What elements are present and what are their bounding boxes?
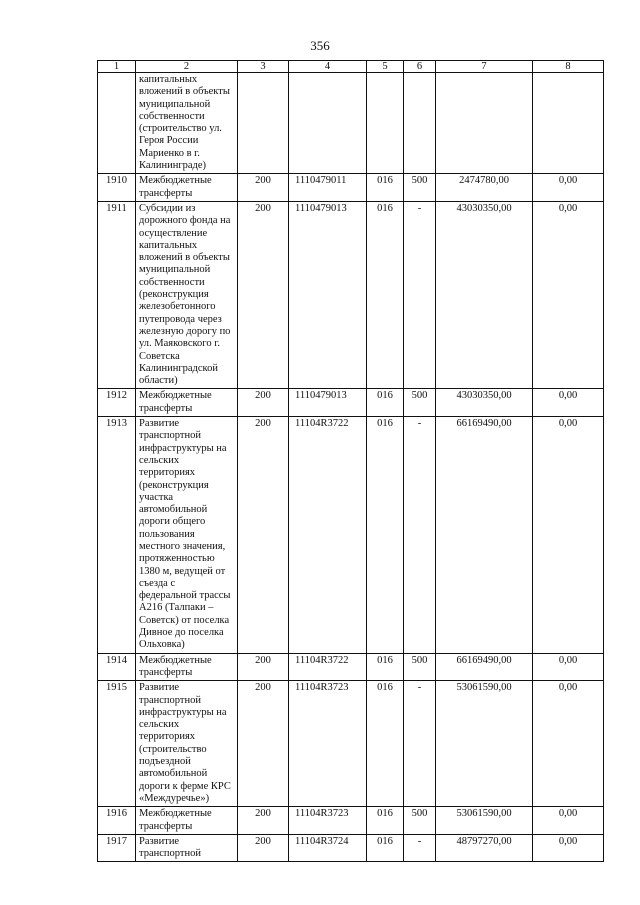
- column-number: 3: [238, 61, 289, 73]
- ministry-code: 016: [367, 807, 404, 835]
- column-number: 1: [98, 61, 136, 73]
- ministry-code: 016: [367, 389, 404, 417]
- row-number: 1911: [98, 201, 136, 388]
- section-code: 200: [238, 389, 289, 417]
- table-row: [98, 73, 604, 174]
- amount-value-2: 0,00: [533, 174, 604, 202]
- row-number: 1914: [98, 653, 136, 681]
- section-code: 200: [238, 653, 289, 681]
- row-number: 1913: [98, 417, 136, 654]
- section-code: [238, 73, 289, 174]
- table-row: [98, 389, 604, 417]
- column-number: 6: [404, 61, 436, 73]
- section-code: 200: [238, 681, 289, 807]
- section-code: 200: [238, 834, 289, 862]
- ministry-code: 016: [367, 681, 404, 807]
- table-row: [98, 834, 604, 862]
- budget-table: [97, 60, 604, 862]
- column-number: 2: [136, 61, 238, 73]
- amount-value-2: 0,00: [533, 417, 604, 654]
- amount-value: 66169490,00: [436, 653, 533, 681]
- target-article-code: [289, 73, 367, 174]
- page-number: 356: [310, 38, 330, 53]
- ministry-code: 016: [367, 834, 404, 862]
- amount-value-2: 0,00: [533, 807, 604, 835]
- column-number: 5: [367, 61, 404, 73]
- target-article-code: 11104R3723: [289, 681, 367, 807]
- amount-value-2: 0,00: [533, 681, 604, 807]
- expense-type-code: [404, 73, 436, 174]
- amount-value-2: 0,00: [533, 201, 604, 388]
- expense-type-code: 500: [404, 807, 436, 835]
- amount-value-2: 0,00: [533, 653, 604, 681]
- item-name: Межбюджетные трансферты: [136, 653, 238, 681]
- section-code: 200: [238, 201, 289, 388]
- item-name: Межбюджетные трансферты: [136, 174, 238, 202]
- row-number: 1912: [98, 389, 136, 417]
- section-code: 200: [238, 807, 289, 835]
- ministry-code: [367, 73, 404, 174]
- amount-value: 66169490,00: [436, 417, 533, 654]
- column-number: 7: [436, 61, 533, 73]
- row-number: 1916: [98, 807, 136, 835]
- item-name: Межбюджетные трансферты: [136, 389, 238, 417]
- expense-type-code: 500: [404, 174, 436, 202]
- column-number: 4: [289, 61, 367, 73]
- table-row: [98, 807, 604, 835]
- target-article-code: 1110479013: [289, 201, 367, 388]
- amount-value-2: 0,00: [533, 834, 604, 862]
- ministry-code: 016: [367, 201, 404, 388]
- target-article-code: 11104R3724: [289, 834, 367, 862]
- column-number-row: [98, 61, 604, 73]
- item-name: Межбюджетные трансферты: [136, 807, 238, 835]
- expense-type-code: 500: [404, 653, 436, 681]
- item-name: Развитие транспортной: [136, 834, 238, 862]
- item-name: капитальных вложений в объекты муниципальной собственности (строительство ул. Героя России Мариенко в г. Калининграде): [136, 73, 238, 174]
- amount-value: 53061590,00: [436, 807, 533, 835]
- table-row: [98, 417, 604, 654]
- target-article-code: 11104R3722: [289, 417, 367, 654]
- amount-value-2: [533, 73, 604, 174]
- expense-type-code: -: [404, 417, 436, 654]
- section-code: 200: [238, 174, 289, 202]
- ministry-code: 016: [367, 653, 404, 681]
- amount-value: 2474780,00: [436, 174, 533, 202]
- row-number: 1910: [98, 174, 136, 202]
- table-row: [98, 174, 604, 202]
- target-article-code: 11104R3722: [289, 653, 367, 681]
- row-number: [98, 73, 136, 174]
- table-row: [98, 681, 604, 807]
- column-number: 8: [533, 61, 604, 73]
- amount-value: 43030350,00: [436, 201, 533, 388]
- item-name: Развитие транспортной инфраструктуры на сельских территориях (строительство подъездной автомобильной дороги к ферме КРС «Междуречье»): [136, 681, 238, 807]
- amount-value: 53061590,00: [436, 681, 533, 807]
- amount-value: 48797270,00: [436, 834, 533, 862]
- row-number: 1917: [98, 834, 136, 862]
- target-article-code: 1110479013: [289, 389, 367, 417]
- target-article-code: 1110479011: [289, 174, 367, 202]
- amount-value: [436, 73, 533, 174]
- table-body: [98, 61, 604, 862]
- amount-value: 43030350,00: [436, 389, 533, 417]
- section-code: 200: [238, 417, 289, 654]
- expense-type-code: 500: [404, 389, 436, 417]
- amount-value-2: 0,00: [533, 389, 604, 417]
- item-name: Развитие транспортной инфраструктуры на сельских территориях (реконструкция участка автомобильной дороги общего пользования местного значения, протяженностью 1380 м, ведущей от съезда с федеральной трассы А216 (Талпаки – Советск) от поселка Дивное до поселка Ольховка): [136, 417, 238, 654]
- table-row: [98, 201, 604, 388]
- row-number: 1915: [98, 681, 136, 807]
- expense-type-code: -: [404, 681, 436, 807]
- ministry-code: 016: [367, 174, 404, 202]
- expense-type-code: -: [404, 201, 436, 388]
- ministry-code: 016: [367, 417, 404, 654]
- table-row: [98, 653, 604, 681]
- item-name: Субсидии из дорожного фонда на осуществление капитальных вложений в объекты муниципальной собственности (реконструкция железобетонного путепровода через железную дорогу по ул. Маяковского г. Советска Калининградской области): [136, 201, 238, 388]
- target-article-code: 11104R3723: [289, 807, 367, 835]
- expense-type-code: -: [404, 834, 436, 862]
